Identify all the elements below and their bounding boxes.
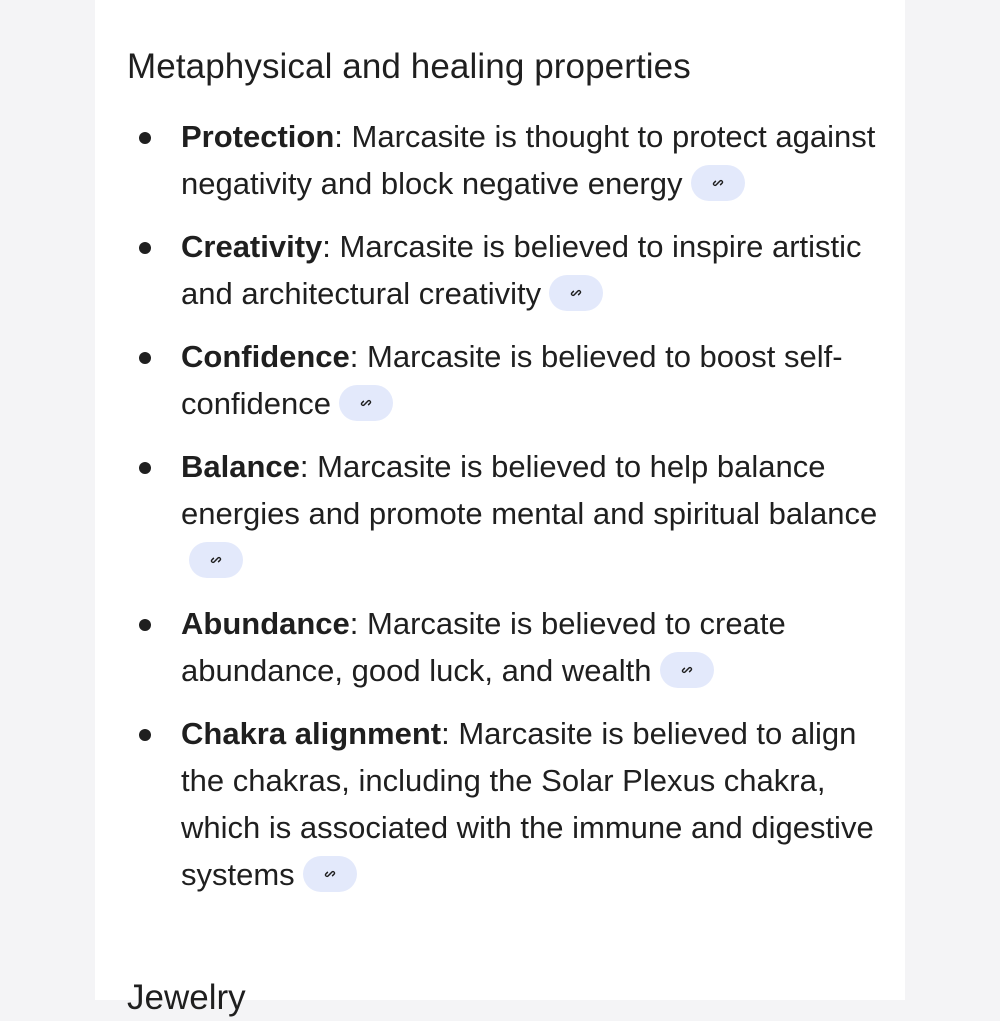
list-item: [0, 443, 1000, 584]
link-icon: [207, 551, 225, 569]
link-icon: [567, 284, 585, 302]
list-item: [0, 710, 1000, 898]
bullet-dot: [139, 132, 151, 144]
item-term: Protection: [181, 119, 335, 154]
item-term: Confidence: [181, 339, 350, 374]
item-text: : Marcasite is thought to protect against negativity and block negative energy: [181, 119, 876, 201]
bullet-dot: [139, 729, 151, 741]
citation-button[interactable]: [691, 165, 745, 201]
citation-button[interactable]: [189, 542, 243, 578]
item-text: : Marcasite is believed to help balance energies and promote mental and spiritual balance: [181, 449, 878, 531]
link-icon: [321, 865, 339, 883]
item-text: : Marcasite is believed to boost self-confidence: [181, 339, 843, 421]
link-icon: [357, 394, 375, 412]
bullet-dot: [139, 352, 151, 364]
item-text: : Marcasite is believed to inspire artistic and architectural creativity: [181, 229, 862, 311]
item-term: Balance: [181, 449, 300, 484]
bullet-dot: [139, 619, 151, 631]
list-item: [0, 333, 1000, 427]
citation-button[interactable]: [303, 856, 357, 892]
link-icon: [678, 661, 696, 679]
item-text: : Marcasite is believed to create abundance, good luck, and wealth: [181, 606, 786, 688]
citation-button[interactable]: [549, 275, 603, 311]
bullet-dot: [139, 462, 151, 474]
item-text: : Marcasite is believed to align the chakras, including the Solar Plexus chakra, which is associated with the immune and digestive systems: [181, 716, 874, 892]
item-term: Creativity: [181, 229, 323, 264]
section-heading: Metaphysical and healing properties: [127, 47, 691, 86]
citation-button[interactable]: [660, 652, 714, 688]
list-item: [0, 600, 1000, 694]
item-term: Chakra alignment: [181, 716, 442, 751]
list-item: [0, 223, 1000, 317]
citation-button[interactable]: [339, 385, 393, 421]
next-section-heading: Jewelry: [127, 978, 246, 1017]
link-icon: [709, 174, 727, 192]
bullet-dot: [139, 242, 151, 254]
item-term: Abundance: [181, 606, 350, 641]
property-list: [0, 113, 1000, 914]
list-item: [0, 113, 1000, 207]
